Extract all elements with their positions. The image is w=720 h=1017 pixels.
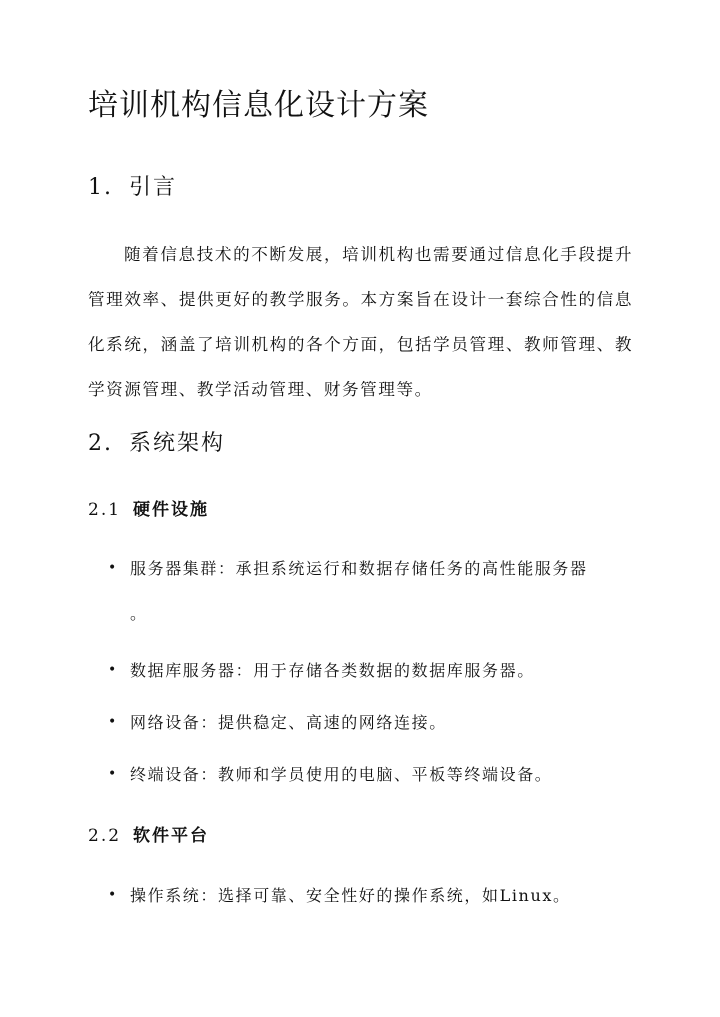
list-item-text: 服务器集群：承担系统运行和数据存储任务的高性能服务器: [130, 559, 588, 578]
list-item-text: 数据库服务器：用于存储各类数据的数据库服务器。: [130, 661, 535, 680]
section-number: 1.: [88, 175, 113, 200]
list-item-text: 操作系统：选择可靠、安全性好的操作系统，如Linux。: [130, 886, 571, 905]
section-heading-intro: [88, 172, 177, 204]
bullet-icon: •: [108, 766, 117, 782]
software-list: [108, 873, 620, 918]
list-item: [108, 752, 620, 797]
list-item-text-continuation: 。: [130, 604, 148, 623]
bullet-icon: •: [108, 714, 117, 730]
section-title: 引言: [129, 175, 178, 200]
list-item: [108, 700, 620, 745]
bullet-icon: •: [108, 887, 117, 903]
hardware-list: [108, 546, 620, 797]
intro-paragraph: 随着信息技术的不断发展，培训机构也需要通过信息化手段提升管理效率、提供更好的教学服务。本方案旨在设计一套综合性的信息化系统，涵盖了培训机构的各个方面，包括学员管理、教师管理、教学资源管理、教学活动管理、财务管理等。: [88, 245, 633, 399]
subsection-title: 硬件设施: [133, 500, 210, 520]
section-title: 系统架构: [129, 431, 226, 456]
subsection-number: 2.1: [88, 500, 122, 520]
subsection-title: 软件平台: [133, 826, 210, 846]
section-number: 2.: [88, 431, 113, 456]
subsection-heading-hardware: [88, 497, 209, 523]
list-item: [108, 648, 620, 693]
section-heading-architecture: [88, 428, 225, 460]
subsection-number: 2.2: [88, 826, 122, 846]
document-title: 培训机构信息化设计方案: [88, 88, 429, 123]
list-item-text: 网络设备：提供稳定、高速的网络连接。: [130, 713, 447, 732]
bullet-icon: •: [108, 560, 117, 576]
list-item: [108, 873, 620, 918]
list-item-text: 终端设备：教师和学员使用的电脑、平板等终端设备。: [130, 765, 553, 784]
list-item: [108, 546, 620, 636]
bullet-icon: •: [108, 662, 117, 678]
subsection-heading-software: [88, 823, 209, 849]
